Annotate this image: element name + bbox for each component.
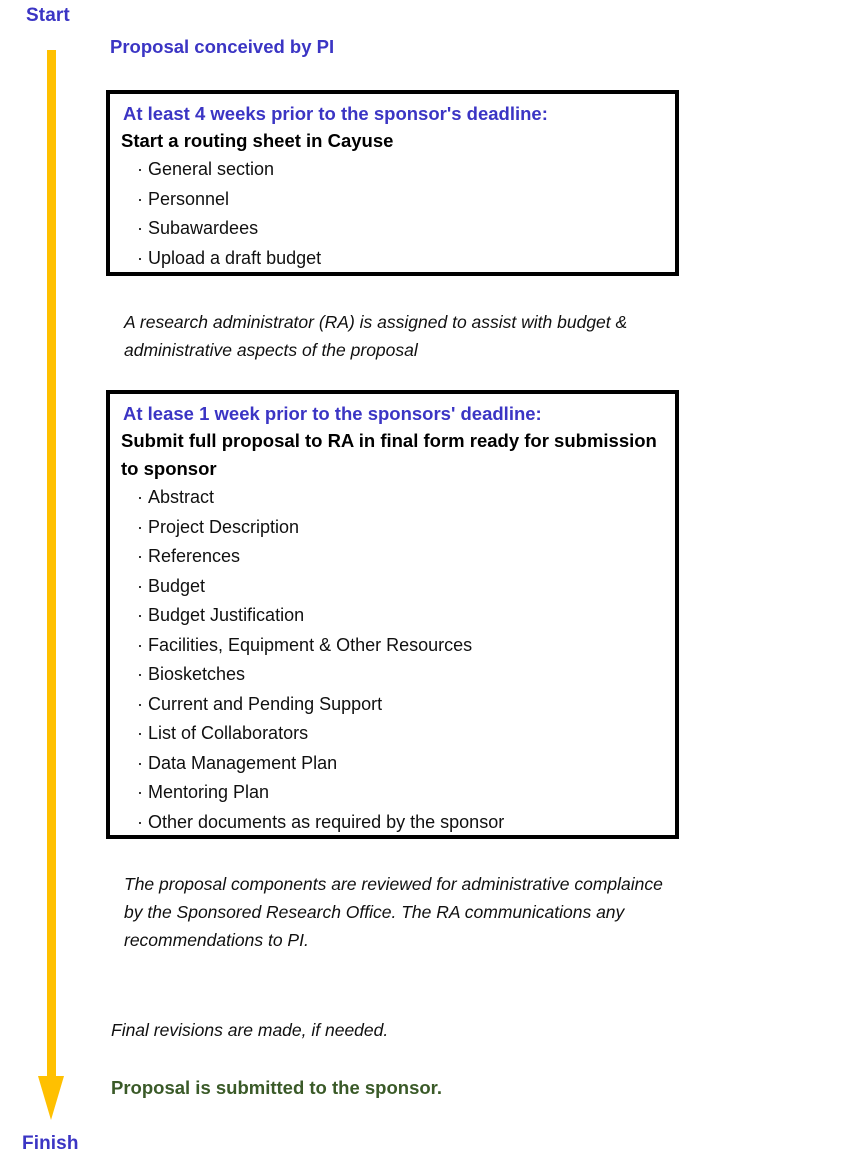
box-routing-sheet xyxy=(106,90,679,276)
list-item-label: Facilities, Equipment & Other Resources xyxy=(148,634,473,655)
bullet-icon: · xyxy=(137,575,143,596)
bullet-icon: · xyxy=(137,811,143,832)
bullet-icon: · xyxy=(137,516,143,537)
list-item-label: Abstract xyxy=(148,487,215,507)
bullet-icon: · xyxy=(137,218,143,238)
bullet-icon: · xyxy=(137,664,143,684)
list-item-label: General section xyxy=(148,159,275,179)
bullet-icon: · xyxy=(137,487,143,507)
bullet-icon: · xyxy=(137,723,143,743)
box-routing-list xyxy=(110,155,675,273)
bullet-icon: · xyxy=(137,247,143,268)
list-item xyxy=(137,719,665,749)
bullet-icon: · xyxy=(137,188,143,209)
note-sro-review: The proposal components are reviewed for administrative complaince by the Sponsored Research Office. The RA communications any recommendations to PI. xyxy=(124,874,663,950)
box-routing-heading: At least 4 weeks prior to the sponsor's deadline: xyxy=(123,103,548,124)
list-item xyxy=(137,483,665,513)
list-item-label: Budget xyxy=(148,575,206,596)
list-item xyxy=(137,542,665,572)
list-item xyxy=(137,808,665,838)
step-proposal-submitted: Proposal is submitted to the sponsor. xyxy=(111,1077,442,1098)
list-item-label: Data Management Plan xyxy=(148,752,338,773)
list-item xyxy=(137,749,665,779)
list-item xyxy=(137,155,665,185)
list-item-label: Mentoring Plan xyxy=(148,782,270,802)
start-label: Start xyxy=(26,5,70,26)
box-submit-proposal xyxy=(106,390,679,839)
finish-label: Finish xyxy=(22,1133,79,1154)
bullet-icon: · xyxy=(137,546,143,566)
box-routing-subheading: Start a routing sheet in Cayuse xyxy=(121,130,394,151)
bullet-icon: · xyxy=(137,782,143,802)
list-item xyxy=(137,631,665,661)
list-item-label: Upload a draft budget xyxy=(148,247,322,268)
list-item-label: Subawardees xyxy=(148,218,259,238)
bullet-icon: · xyxy=(137,634,143,655)
list-item-label: Biosketches xyxy=(148,664,246,684)
step-proposal-conceived: Proposal conceived by PI xyxy=(110,36,335,57)
list-item-label: Personnel xyxy=(148,188,230,209)
list-item xyxy=(137,778,665,808)
box-submit-subheading: Submit full proposal to RA in final form ready for submission to sponsor xyxy=(121,430,657,479)
list-item xyxy=(137,244,665,274)
list-item xyxy=(137,214,665,244)
note-ra-assigned: A research administrator (RA) is assigned to assist with budget & administrative aspects of the proposal xyxy=(124,312,628,360)
box-submit-list xyxy=(110,483,675,837)
note-final-revisions: Final revisions are made, if needed. xyxy=(111,1020,389,1040)
list-item xyxy=(137,601,665,631)
bullet-icon: · xyxy=(137,159,143,179)
box-submit-heading: At lease 1 week prior to the sponsors' deadline: xyxy=(123,403,542,424)
list-item xyxy=(137,572,665,602)
bullet-icon: · xyxy=(137,693,143,714)
list-item-label: Budget Justification xyxy=(148,605,305,625)
list-item-label: Project Description xyxy=(148,516,300,537)
list-item-label: Current and Pending Support xyxy=(148,693,383,714)
down-arrow-icon xyxy=(30,50,72,1125)
bullet-icon: · xyxy=(137,752,143,773)
list-item-label: References xyxy=(148,546,241,566)
list-item xyxy=(137,690,665,720)
list-item xyxy=(137,660,665,690)
list-item xyxy=(137,185,665,215)
bullet-icon: · xyxy=(137,605,143,625)
list-item-label: Other documents as required by the sponsor xyxy=(148,811,505,832)
list-item-label: List of Collaborators xyxy=(148,723,309,743)
list-item xyxy=(137,513,665,543)
